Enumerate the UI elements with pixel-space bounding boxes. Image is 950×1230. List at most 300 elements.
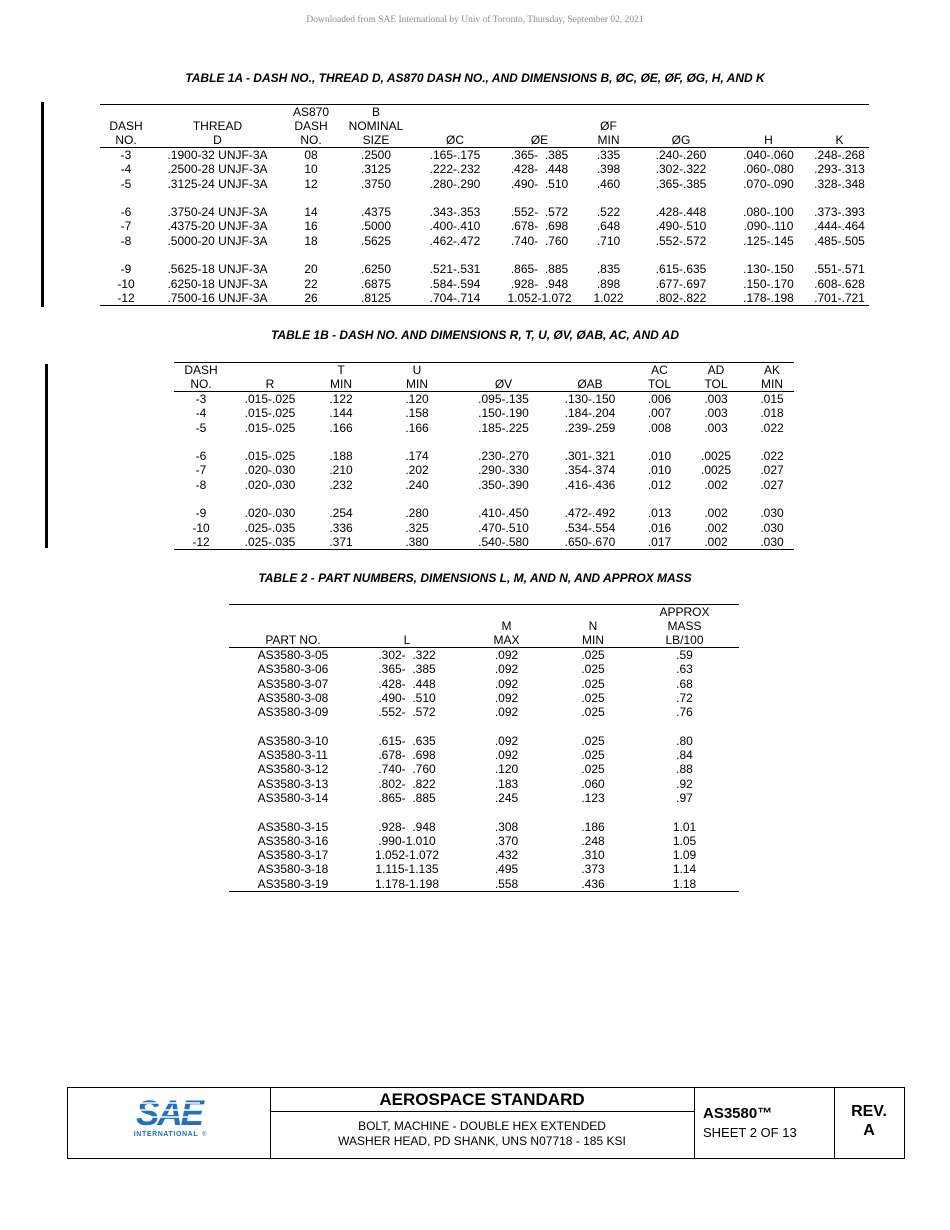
table-cell: AS3580-3-05 (257, 648, 329, 662)
table-cell: AS3580-3-06 (257, 662, 329, 677)
table-2-title: TABLE 2 - PART NUMBERS, DIMENSIONS L, M, AND N, AND APPROX MASS (258, 571, 692, 585)
table-cell: .222-.232 (429, 162, 481, 177)
table-cell: .301-.321 (564, 449, 616, 464)
table-cell: .015-.025 (244, 392, 296, 406)
table-cell: .3750 (360, 176, 392, 191)
table-cell: .013 (647, 506, 672, 521)
table-row (174, 421, 794, 435)
column-header (497, 119, 582, 133)
column-header (635, 119, 727, 133)
table-cell: .002 (682, 535, 750, 550)
table-cell: -3 (195, 392, 207, 406)
table-cell: -7 (120, 219, 132, 234)
table-cell: -6 (195, 449, 207, 464)
description-line-2: WASHER HEAD, PD SHANK, UNS N07718 - 185 KSI (338, 1134, 626, 1148)
table-cell: .025 (581, 733, 605, 748)
table-cell: .370 (494, 833, 519, 848)
table-cell: 1.022 (582, 291, 635, 306)
table-cell: .380 (370, 535, 464, 550)
table-cell: .521-.531 (429, 262, 481, 277)
table-cell: -8 (195, 477, 207, 492)
table-row (229, 662, 739, 676)
table-cell: .59 (676, 648, 693, 662)
table-row (229, 791, 739, 805)
table-cell: .120 (405, 392, 429, 406)
table-row (100, 177, 869, 191)
table-cell: .166 (405, 420, 429, 435)
table-cell: -5 (120, 176, 132, 191)
table-cell: .990-1.010 (378, 833, 436, 848)
column-header: M (501, 619, 512, 633)
table-cell: .002 (704, 477, 728, 492)
table-row (100, 162, 869, 176)
table-cell: .020-.030 (244, 477, 296, 492)
table-cell: .336 (329, 520, 353, 535)
table-cell: .293-.313 (814, 162, 865, 177)
table-cell: .678- .698 (510, 219, 569, 234)
revision-value: A (863, 1122, 875, 1139)
table-cell: 10 (304, 162, 318, 177)
column-header: AK (750, 363, 794, 378)
description-line-1: BOLT, MACHINE - DOUBLE HEX EXTENDED (358, 1119, 606, 1133)
table-row (100, 148, 869, 163)
table-cell: .495 (494, 862, 519, 877)
group-spacer (229, 719, 739, 733)
column-header: L (357, 633, 457, 648)
table-row (100, 205, 869, 219)
table-cell: .060 (581, 776, 605, 791)
table-cell: .865- .885 (378, 790, 436, 805)
table-cell: 14 (304, 205, 318, 220)
table-cell: AS3580-3-10 (257, 733, 329, 748)
table-cell: .552-.572 (655, 233, 707, 248)
table-cell: .092 (494, 705, 519, 720)
table-cell: .025-.035 (228, 535, 312, 550)
column-header (152, 105, 283, 120)
table-row (174, 406, 794, 420)
table-cell: .092 (494, 690, 519, 705)
column-header (497, 105, 582, 120)
column-header: DASH (109, 119, 143, 133)
table-cell: .186 (581, 819, 605, 834)
table-cell: .740- .760 (510, 233, 569, 248)
table-cell: AS3580-3-19 (229, 877, 357, 892)
table-cell: .97 (676, 790, 693, 805)
column-header: MIN (312, 377, 370, 392)
table-cell: .608-.628 (814, 276, 865, 291)
table-cell: .350-.390 (478, 477, 529, 492)
table-cell: .183 (494, 776, 519, 791)
table-cell: .184-.204 (564, 406, 616, 421)
sae-logo-subtext: INTERNATIONAL (133, 1131, 199, 1138)
table-cell: 16 (304, 219, 318, 234)
table-cell: AS3580-3-13 (257, 776, 329, 791)
table-cell: .095-.135 (478, 392, 529, 406)
table-cell: .308 (494, 819, 519, 834)
table-cell: -12 (100, 291, 152, 306)
table-cell: .165-.175 (429, 148, 481, 162)
table-cell: .462-.472 (429, 233, 481, 248)
table-cell: .0025 (700, 449, 732, 464)
table-cell: AS3580-3-12 (257, 762, 329, 777)
table-cell: .325 (405, 520, 429, 535)
table-cell: .002 (704, 520, 728, 535)
column-header: NO. (174, 377, 228, 392)
table-cell: .202 (405, 463, 429, 478)
table-cell: 1.18 (630, 877, 739, 892)
table-cell: .328-.348 (814, 176, 865, 191)
table-cell: AS3580-3-11 (258, 748, 328, 763)
column-header: U (370, 363, 464, 378)
table-cell: .432 (494, 848, 519, 863)
table-row (174, 521, 794, 535)
table-cell: .335 (596, 148, 621, 162)
column-header: AS870 (283, 105, 339, 120)
column-header: D (152, 133, 283, 148)
table-cell: AS3580-3-18 (257, 862, 329, 877)
table-cell: .354-.374 (564, 463, 616, 478)
table-cell: .5000-20 UNJF-3A (167, 233, 268, 248)
table-cell: -3 (120, 148, 132, 162)
header-row (174, 377, 794, 392)
table-cell: .373 (581, 862, 605, 877)
table-cell: .490- .510 (510, 176, 569, 191)
column-header: MIN (370, 377, 464, 392)
column-header: ØE (497, 133, 582, 148)
table-cell: .015 (760, 392, 784, 406)
document-cell (694, 1088, 835, 1158)
table-cell: .428- .448 (510, 162, 569, 177)
table-cell: AS3580-3-09 (257, 705, 329, 720)
table-cell: .802-.822 (635, 291, 727, 306)
table-cell: .80 (676, 733, 693, 748)
part-description (270, 1112, 694, 1149)
table-cell: .428-.448 (655, 205, 707, 220)
column-header: MIN (582, 133, 635, 148)
table-cell: .030 (760, 520, 784, 535)
table-cell: .365- .385 (378, 662, 436, 677)
table-cell: .070-.090 (743, 176, 794, 191)
header-row (100, 105, 869, 120)
table-cell: -12 (174, 535, 228, 550)
table-cell: -7 (195, 463, 207, 478)
column-header: LB/100 (630, 633, 739, 648)
table-cell: .365-.385 (655, 176, 707, 191)
table-cell: .8125 (339, 291, 413, 306)
table-cell: .025 (581, 676, 605, 691)
table-cell: .436 (556, 877, 630, 892)
column-header: MASS (667, 619, 702, 633)
table-cell: 1.115-1.135 (375, 862, 439, 877)
column-header: DASH (294, 119, 328, 133)
column-header (543, 363, 637, 378)
column-header: H (727, 133, 810, 148)
table-cell: 1.052-1.072 (497, 291, 582, 306)
table-cell: .015-.025 (244, 449, 296, 464)
table-cell: .030 (750, 535, 794, 550)
column-header (727, 105, 810, 120)
table-cell: .239-.259 (564, 420, 616, 435)
table-cell: .092 (494, 662, 519, 677)
table-cell: .130-.150 (743, 262, 794, 277)
table-cell: 1.01 (672, 819, 697, 834)
table-cell: .3125-24 UNJF-3A (167, 176, 268, 191)
header-row (174, 363, 794, 378)
column-header (810, 105, 869, 120)
column-header (413, 105, 497, 120)
column-header: MIN (556, 633, 630, 648)
table-row (174, 449, 794, 463)
table-cell: 1.05 (672, 833, 697, 848)
table-cell: .4375 (360, 205, 392, 220)
group-spacer (229, 805, 739, 819)
table-cell: .400-.410 (429, 219, 481, 234)
table-cell: .240 (405, 477, 429, 492)
table-cell: .122 (329, 392, 353, 406)
table-cell: .125-.145 (743, 233, 794, 248)
table-cell: .802- .822 (378, 776, 436, 791)
table-cell: .185-.225 (478, 420, 529, 435)
table-row (174, 463, 794, 477)
table-cell: .232 (329, 477, 353, 492)
table-cell: .928- .948 (510, 276, 569, 291)
table-cell: .552- .572 (378, 705, 436, 720)
table-row (174, 392, 794, 407)
column-header: T (312, 363, 370, 378)
table-cell: .092 (494, 676, 519, 691)
column-header: N (588, 619, 598, 633)
table-cell: .210 (329, 463, 353, 478)
table-row (229, 762, 739, 776)
table-1b (174, 362, 794, 550)
column-header (464, 363, 543, 378)
table-cell: .552- .572 (510, 205, 569, 220)
table-row (229, 677, 739, 691)
table-cell: .835 (596, 262, 621, 277)
revision-label: REV. (851, 1103, 887, 1120)
table-cell: -9 (120, 262, 132, 277)
table-cell: .490- .510 (378, 690, 436, 705)
column-header (635, 105, 727, 120)
table-cell: .144 (329, 406, 353, 421)
column-header (229, 605, 357, 620)
table-cell: .020-.030 (244, 506, 296, 521)
table-cell: .020-.030 (244, 463, 296, 478)
table-cell: .701-.721 (810, 291, 869, 306)
table-cell: .534-.554 (564, 520, 616, 535)
table-cell: .166 (329, 420, 353, 435)
table-cell: .1900-32 UNJF-3A (167, 148, 268, 162)
table-cell: .003 (704, 406, 728, 421)
table-cell: -4 (195, 406, 207, 421)
group-spacer (100, 248, 869, 262)
table-cell: .898 (596, 276, 621, 291)
table-cell: 1.052-1.072 (374, 848, 440, 863)
table-cell: .6250 (360, 262, 392, 277)
table-cell: .025 (581, 748, 605, 763)
table-cell: .522 (596, 205, 621, 220)
group-spacer (174, 492, 794, 506)
table-cell: .025-.035 (244, 520, 296, 535)
column-header: MIN (750, 377, 794, 392)
table-cell: .150-.170 (743, 276, 794, 291)
table-cell: .365- .385 (510, 148, 569, 162)
table-row (229, 691, 739, 705)
table-1a (100, 104, 869, 306)
column-header (413, 119, 497, 133)
table-cell: .615- .635 (378, 733, 436, 748)
column-header: ØC (413, 133, 497, 148)
table-1a-title: TABLE 1A - DASH NO., THREAD D, AS870 DASH NO., AND DIMENSIONS B, ØC, ØE, ØF, ØG, H, AND K (185, 71, 765, 85)
table-row (229, 705, 739, 719)
group-spacer (100, 191, 869, 205)
column-header: ØV (464, 377, 543, 392)
table-cell: .123 (581, 790, 605, 805)
sheet-number: SHEET 2 OF 13 (703, 1125, 797, 1140)
table-cell: .188 (329, 449, 353, 464)
table-cell: .092 (494, 648, 519, 662)
table-cell: .460 (596, 176, 621, 191)
table-cell: .4375-20 UNJF-3A (167, 219, 268, 234)
column-header (100, 105, 152, 120)
table-cell: AS3580-3-07 (257, 676, 329, 691)
table-cell: AS3580-3-08 (257, 690, 329, 705)
column-header: K (810, 133, 869, 148)
table-cell: .678- .698 (378, 748, 436, 763)
table-cell: 22 (304, 276, 318, 291)
table-cell: 26 (283, 291, 339, 306)
table-cell: -5 (195, 420, 207, 435)
table-cell: .022 (760, 449, 784, 464)
table-cell: .0025 (700, 463, 732, 478)
table-cell: .015-.025 (244, 406, 296, 421)
column-header: PART NO. (229, 633, 357, 648)
table-cell: .3750-24 UNJF-3A (167, 205, 268, 220)
column-header: ØAB (543, 377, 637, 392)
standard-type: AEROSPACE STANDARD (270, 1088, 694, 1112)
table-cell: AS3580-3-15 (257, 819, 329, 834)
table-cell: .280 (405, 506, 429, 521)
table-cell: -6 (120, 205, 132, 220)
table-cell: .371 (312, 535, 370, 550)
column-header: AC (637, 363, 682, 378)
table-cell: .092 (494, 748, 519, 763)
logo-cell (68, 1088, 271, 1158)
table-cell: .558 (457, 877, 556, 892)
table-cell: .650-.670 (543, 535, 637, 550)
table-row (229, 820, 739, 834)
table-cell: .025 (581, 762, 605, 777)
table-cell: .416-.436 (564, 477, 616, 492)
table-cell: .025 (581, 662, 605, 677)
table-cell: .865- .885 (510, 262, 569, 277)
table-cell: .472-.492 (564, 506, 616, 521)
table-cell: .540-.580 (464, 535, 543, 550)
table-cell: .84 (676, 748, 693, 763)
table-cell: .003 (704, 392, 728, 406)
column-header (727, 119, 810, 133)
table-row (229, 834, 739, 848)
table-cell: .704-.714 (413, 291, 497, 306)
table-cell: .928- .948 (378, 819, 436, 834)
table-cell: .615-.635 (655, 262, 707, 277)
table-cell: .158 (405, 406, 429, 421)
table-cell: .022 (760, 420, 784, 435)
table-cell: .254 (329, 506, 353, 521)
table-cell: .025 (581, 705, 605, 720)
table-cell: 20 (304, 262, 318, 277)
column-header (228, 363, 312, 378)
table-cell: .3125 (360, 162, 392, 177)
table-cell: .302-.322 (655, 162, 707, 177)
table-cell: 18 (304, 233, 318, 248)
column-header: AD (682, 363, 750, 378)
table-cell: AS3580-3-14 (257, 790, 329, 805)
table-cell: .002 (704, 506, 728, 521)
registered-mark: ® (202, 1132, 207, 1138)
table-cell: .017 (637, 535, 682, 550)
column-header: DASH (174, 363, 228, 378)
table-cell: .677-.697 (655, 276, 707, 291)
table-cell: .025 (581, 690, 605, 705)
table-cell: .740- .760 (378, 762, 436, 777)
column-header (582, 105, 635, 120)
header-row (229, 619, 739, 633)
table-cell: -8 (120, 233, 132, 248)
table-cell: .015-.025 (244, 420, 296, 435)
table-row (174, 506, 794, 520)
table-cell: .006 (647, 392, 672, 406)
table-cell: .130-.150 (564, 392, 616, 406)
title-block (67, 1087, 905, 1159)
table-cell: 1.09 (672, 848, 697, 863)
table-cell: .016 (647, 520, 672, 535)
column-header: NOMINAL (348, 119, 404, 133)
sae-logo (68, 1088, 270, 1158)
column-header: TOL (682, 377, 750, 392)
table-cell: -9 (195, 506, 207, 521)
table-cell: .120 (494, 762, 519, 777)
table-row (229, 848, 739, 862)
table-row (174, 478, 794, 492)
table-cell: .008 (647, 420, 672, 435)
description-cell (270, 1088, 695, 1158)
table-row (174, 535, 794, 550)
table-cell: .280-.290 (429, 176, 481, 191)
table-cell: .010 (647, 463, 672, 478)
table-cell: .648 (596, 219, 621, 234)
table-row (229, 777, 739, 791)
table-cell: .150-.190 (478, 406, 529, 421)
table-cell: .030 (760, 506, 784, 521)
table-cell: .010 (647, 449, 672, 464)
table-cell: 12 (304, 176, 318, 191)
table-cell: .343-.353 (429, 205, 481, 220)
table-cell: .470-.510 (478, 520, 529, 535)
table-cell: .230-.270 (478, 449, 529, 464)
column-header (810, 119, 869, 133)
column-header: MAX (457, 633, 556, 648)
table-row (100, 262, 869, 276)
table-cell: .76 (676, 705, 693, 720)
table-cell: .68 (676, 676, 693, 691)
table-cell: .090-.110 (743, 219, 794, 234)
table-cell: .88 (676, 762, 693, 777)
table-cell: .018 (760, 406, 784, 421)
table-cell: .7500-16 UNJF-3A (152, 291, 283, 306)
table-cell: .240-.260 (655, 148, 707, 162)
sae-logo-text: SAE (136, 1094, 202, 1133)
